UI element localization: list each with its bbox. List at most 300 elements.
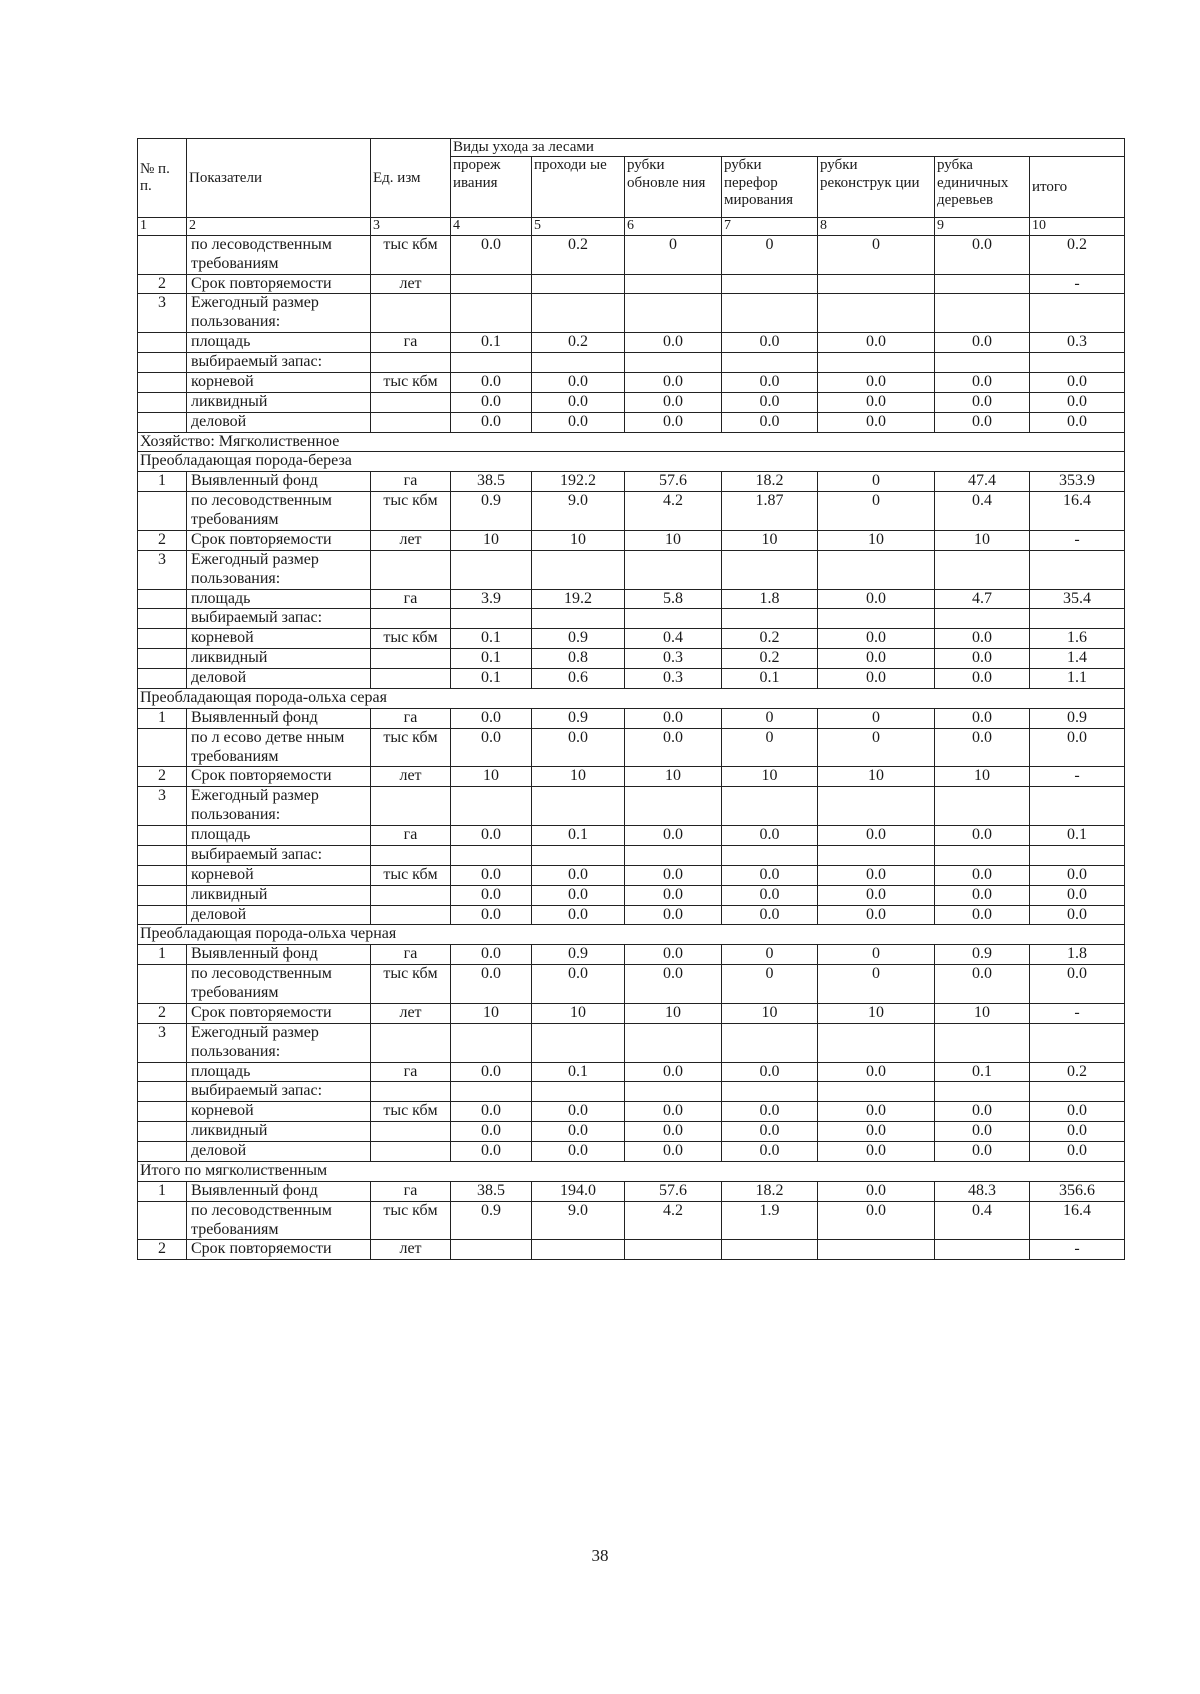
value-cell [935,845,1030,865]
value-cell: 0.0 [625,1062,722,1082]
row-number [138,669,187,689]
section-title: Хозяйство: Мягколиственное [138,432,1125,452]
table-row [138,1122,1125,1142]
row-number [138,629,187,649]
col-header-unit: Ед. изм [371,139,451,218]
value-cell [451,274,532,294]
value-cell: 0.0 [1030,1102,1125,1122]
row-number [138,728,187,767]
value-cell [935,1023,1030,1062]
table-row [138,1003,1125,1023]
row-label: Выявленный фонд [187,1181,371,1201]
value-cell: 0.4 [625,629,722,649]
value-cell [722,353,818,373]
row-number: 3 [138,1023,187,1062]
value-cell: 0.0 [625,728,722,767]
value-cell: 0.0 [532,392,625,412]
value-cell: 0.0 [451,1142,532,1162]
value-cell: 0.0 [818,629,935,649]
value-cell: 0 [818,235,935,274]
row-label: выбираемый запас: [187,353,371,373]
value-cell [451,1082,532,1102]
value-cell: 0.0 [818,1102,935,1122]
value-cell: 0.4 [935,492,1030,531]
value-cell: 0 [722,965,818,1004]
value-cell: 0 [722,235,818,274]
value-cell: 0.0 [1030,1142,1125,1162]
row-number: 2 [138,1003,187,1023]
value-cell [935,1240,1030,1260]
row-unit [371,294,451,333]
row-unit: тыс кбм [371,235,451,274]
header-row-group [138,139,1125,157]
value-cell [451,294,532,333]
row-label: Выявленный фонд [187,472,371,492]
row-number [138,333,187,353]
table-row [138,492,1125,531]
value-cell: 10 [625,1003,722,1023]
value-cell [1030,1082,1125,1102]
row-number: 2 [138,530,187,550]
col-number: 3 [371,218,451,236]
value-cell: 0.0 [722,1102,818,1122]
col-header-type: проходи ые [532,157,625,218]
value-cell [722,787,818,826]
row-label: Срок повторяемости [187,1240,371,1260]
value-cell [532,787,625,826]
table-row [138,945,1125,965]
value-cell: 0 [818,492,935,531]
value-cell: 10 [935,530,1030,550]
row-number [138,1122,187,1142]
value-cell: 0.0 [722,372,818,392]
value-cell: - [1030,1003,1125,1023]
value-cell: 0.1 [1030,826,1125,846]
value-cell: 0.0 [935,826,1030,846]
row-number: 2 [138,767,187,787]
value-cell [722,294,818,333]
section-row [138,432,1125,452]
value-cell: 19.2 [532,589,625,609]
value-cell: 0.0 [451,1102,532,1122]
value-cell [625,550,722,589]
value-cell [935,550,1030,589]
col-header-type: рубки перефор мирования [722,157,818,218]
value-cell: 0.9 [451,1201,532,1240]
value-cell [532,1240,625,1260]
row-number [138,905,187,925]
value-cell [532,1023,625,1062]
table-row [138,767,1125,787]
value-cell [722,274,818,294]
value-cell: 0.0 [935,728,1030,767]
row-label: деловой [187,669,371,689]
value-cell [818,1023,935,1062]
table-row [138,353,1125,373]
row-unit: тыс кбм [371,629,451,649]
value-cell: 0.2 [722,649,818,669]
value-cell: 0.0 [722,1122,818,1142]
table-row [138,372,1125,392]
row-unit: га [371,945,451,965]
value-cell: 0.0 [818,1201,935,1240]
value-cell: 0 [625,235,722,274]
row-unit [371,550,451,589]
value-cell: 0.0 [625,865,722,885]
table-row [138,392,1125,412]
row-label: деловой [187,412,371,432]
row-label: корневой [187,629,371,649]
value-cell: - [1030,767,1125,787]
row-unit: тыс кбм [371,1102,451,1122]
row-label: Срок повторяемости [187,274,371,294]
value-cell: 0.1 [451,669,532,689]
col-header-no: № п. п. [138,139,187,218]
value-cell [532,609,625,629]
row-unit: га [371,472,451,492]
table-row [138,885,1125,905]
value-cell [625,787,722,826]
value-cell: 0.0 [451,708,532,728]
value-cell [625,294,722,333]
value-cell: 0.0 [722,865,818,885]
value-cell: 0.0 [1030,412,1125,432]
col-group-title: Виды ухода за лесами [451,139,1125,157]
value-cell [818,274,935,294]
row-number [138,826,187,846]
row-number [138,492,187,531]
value-cell: 10 [532,1003,625,1023]
value-cell: 0.0 [818,333,935,353]
row-unit: лет [371,274,451,294]
col-number: 2 [187,218,371,236]
value-cell: - [1030,1240,1125,1260]
value-cell [625,1240,722,1260]
table-row [138,669,1125,689]
value-cell: 0.0 [818,905,935,925]
value-cell: 0.0 [532,728,625,767]
value-cell: 0.0 [451,826,532,846]
row-number: 1 [138,472,187,492]
value-cell [818,353,935,373]
value-cell [818,1240,935,1260]
value-cell: 0.0 [625,945,722,965]
row-number [138,372,187,392]
value-cell: 10 [935,1003,1030,1023]
value-cell: 10 [451,530,532,550]
row-unit [371,885,451,905]
page-number: 38 [591,1546,609,1565]
value-cell: 0.0 [625,965,722,1004]
value-cell [532,550,625,589]
value-cell: 0.0 [935,965,1030,1004]
value-cell: 0.0 [818,412,935,432]
row-label: выбираемый запас: [187,609,371,629]
value-cell [625,609,722,629]
value-cell: 57.6 [625,1181,722,1201]
value-cell: 0.0 [935,649,1030,669]
value-cell [722,609,818,629]
value-cell: 0.1 [722,669,818,689]
row-unit [371,669,451,689]
value-cell: 0.3 [625,649,722,669]
value-cell: 0.0 [451,1062,532,1082]
value-cell: 0.0 [625,1122,722,1142]
table-row [138,1201,1125,1240]
value-cell: 0.1 [451,649,532,669]
row-unit: тыс кбм [371,865,451,885]
value-cell: 0.0 [722,333,818,353]
value-cell: 0.0 [532,372,625,392]
value-cell: 1.1 [1030,669,1125,689]
value-cell: 0.0 [1030,865,1125,885]
value-cell: 10 [818,767,935,787]
value-cell: 0.0 [818,669,935,689]
value-cell: 10 [625,767,722,787]
row-unit [371,1142,451,1162]
value-cell: 0.0 [818,392,935,412]
value-cell: 16.4 [1030,492,1125,531]
value-cell [451,845,532,865]
row-number [138,235,187,274]
value-cell: 0.0 [1030,728,1125,767]
value-cell [451,353,532,373]
row-number [138,392,187,412]
row-number [138,1142,187,1162]
value-cell: 0.0 [935,372,1030,392]
value-cell [1030,609,1125,629]
value-cell [1030,787,1125,826]
row-unit: га [371,1181,451,1201]
table-row [138,274,1125,294]
value-cell: 0.0 [451,728,532,767]
row-number [138,885,187,905]
value-cell: 0.0 [722,412,818,432]
value-cell [1030,294,1125,333]
row-number: 2 [138,274,187,294]
row-label: по лесоводственным требованиям [187,235,371,274]
table-row [138,629,1125,649]
value-cell [935,609,1030,629]
row-unit: тыс кбм [371,492,451,531]
value-cell: 18.2 [722,1181,818,1201]
row-unit: лет [371,767,451,787]
value-cell: - [1030,274,1125,294]
table-row [138,294,1125,333]
value-cell: 0.0 [935,1102,1030,1122]
value-cell [818,845,935,865]
row-number: 1 [138,945,187,965]
value-cell [625,274,722,294]
value-cell: 0 [722,708,818,728]
table-row [138,649,1125,669]
row-label: Ежегодный размер пользования: [187,550,371,589]
header-row-numbers [138,218,1125,236]
value-cell: 10 [532,530,625,550]
value-cell: 4.2 [625,492,722,531]
value-cell [722,1023,818,1062]
row-unit: га [371,708,451,728]
value-cell: 0.0 [818,372,935,392]
value-cell: 10 [722,767,818,787]
table-row [138,412,1125,432]
value-cell: 0.0 [935,333,1030,353]
value-cell [818,609,935,629]
col-number: 7 [722,218,818,236]
col-number: 10 [1030,218,1125,236]
table-row [138,865,1125,885]
col-header-type: рубка единичных деревьев [935,157,1030,218]
value-cell: 0.0 [722,885,818,905]
value-cell: 0.0 [818,1122,935,1142]
value-cell: 1.4 [1030,649,1125,669]
value-cell: 0.0 [818,1142,935,1162]
row-label: по л есово детве нным требованиям [187,728,371,767]
col-header-type: итого [1030,157,1125,218]
row-number [138,353,187,373]
value-cell: 0.0 [625,412,722,432]
value-cell [532,353,625,373]
value-cell [1030,845,1125,865]
value-cell: 0.0 [935,235,1030,274]
col-header-type: прореж ивания [451,157,532,218]
table-row [138,708,1125,728]
value-cell: 0 [818,708,935,728]
value-cell [818,1082,935,1102]
value-cell [722,845,818,865]
row-label: корневой [187,372,371,392]
value-cell: 5.8 [625,589,722,609]
table-row [138,530,1125,550]
col-header-type: рубки обновле ния [625,157,722,218]
col-header-indicator: Показатели [187,139,371,218]
value-cell: 0.9 [532,945,625,965]
row-label: Выявленный фонд [187,945,371,965]
value-cell: 0.0 [818,1181,935,1201]
row-unit [371,905,451,925]
value-cell: 0.1 [451,629,532,649]
value-cell [625,845,722,865]
row-unit: тыс кбм [371,372,451,392]
value-cell: 0 [818,965,935,1004]
value-cell: 0.0 [451,1122,532,1142]
value-cell: 1.8 [1030,945,1125,965]
row-number [138,845,187,865]
value-cell: 0.0 [1030,392,1125,412]
value-cell [935,274,1030,294]
row-number [138,589,187,609]
row-label: ликвидный [187,885,371,905]
table-row [138,1023,1125,1062]
value-cell: 0.0 [451,945,532,965]
row-label: площадь [187,333,371,353]
value-cell: 1.8 [722,589,818,609]
value-cell: 353.9 [1030,472,1125,492]
row-unit [371,1023,451,1062]
value-cell: 0.0 [1030,372,1125,392]
value-cell: 0.0 [935,1122,1030,1142]
table-row [138,905,1125,925]
col-number: 8 [818,218,935,236]
value-cell: 0.0 [935,629,1030,649]
value-cell: 0.0 [722,1142,818,1162]
row-unit: тыс кбм [371,728,451,767]
value-cell: 38.5 [451,472,532,492]
value-cell: 10 [722,1003,818,1023]
value-cell: 0.0 [625,372,722,392]
row-label: Срок повторяемости [187,1003,371,1023]
col-number: 4 [451,218,532,236]
row-label: по лесоводственным требованиям [187,1201,371,1240]
value-cell [451,609,532,629]
section-title: Преобладающая порода-береза [138,452,1125,472]
row-number [138,412,187,432]
value-cell: 0.0 [451,965,532,1004]
value-cell: 0.0 [451,392,532,412]
row-unit: га [371,589,451,609]
row-label: площадь [187,826,371,846]
table-body [138,235,1125,1260]
row-unit [371,1082,451,1102]
value-cell: 0.0 [625,885,722,905]
value-cell: 0.2 [1030,235,1125,274]
value-cell: 0.0 [818,1062,935,1082]
value-cell: 0.9 [935,945,1030,965]
row-label: площадь [187,589,371,609]
value-cell: 1.6 [1030,629,1125,649]
value-cell: 0.0 [532,965,625,1004]
value-cell: 0.0 [722,1062,818,1082]
row-unit [371,1122,451,1142]
value-cell: 0.0 [818,649,935,669]
value-cell: 0.0 [935,392,1030,412]
value-cell [532,294,625,333]
table-row [138,728,1125,767]
value-cell: 0.0 [625,826,722,846]
value-cell: 0.2 [1030,1062,1125,1082]
row-number: 3 [138,787,187,826]
value-cell [722,550,818,589]
value-cell: 0.0 [935,885,1030,905]
value-cell: 3.9 [451,589,532,609]
row-unit: лет [371,1240,451,1260]
value-cell: 10 [818,530,935,550]
value-cell: 0.0 [818,826,935,846]
value-cell: 0.0 [818,865,935,885]
value-cell: 0.0 [451,372,532,392]
value-cell: 0.0 [532,1142,625,1162]
row-unit [371,412,451,432]
value-cell [935,1082,1030,1102]
value-cell: 0.0 [451,865,532,885]
value-cell: - [1030,530,1125,550]
row-number [138,1102,187,1122]
value-cell: 48.3 [935,1181,1030,1201]
value-cell: 0.0 [532,865,625,885]
col-header-type: рубки реконструк ции [818,157,935,218]
value-cell: 0.0 [722,905,818,925]
value-cell: 0.2 [532,333,625,353]
value-cell [722,1082,818,1102]
value-cell: 192.2 [532,472,625,492]
value-cell: 356.6 [1030,1181,1125,1201]
row-number [138,1082,187,1102]
row-number: 1 [138,1181,187,1201]
value-cell: 0.6 [532,669,625,689]
value-cell [625,1082,722,1102]
table-row [138,235,1125,274]
table-row [138,965,1125,1004]
